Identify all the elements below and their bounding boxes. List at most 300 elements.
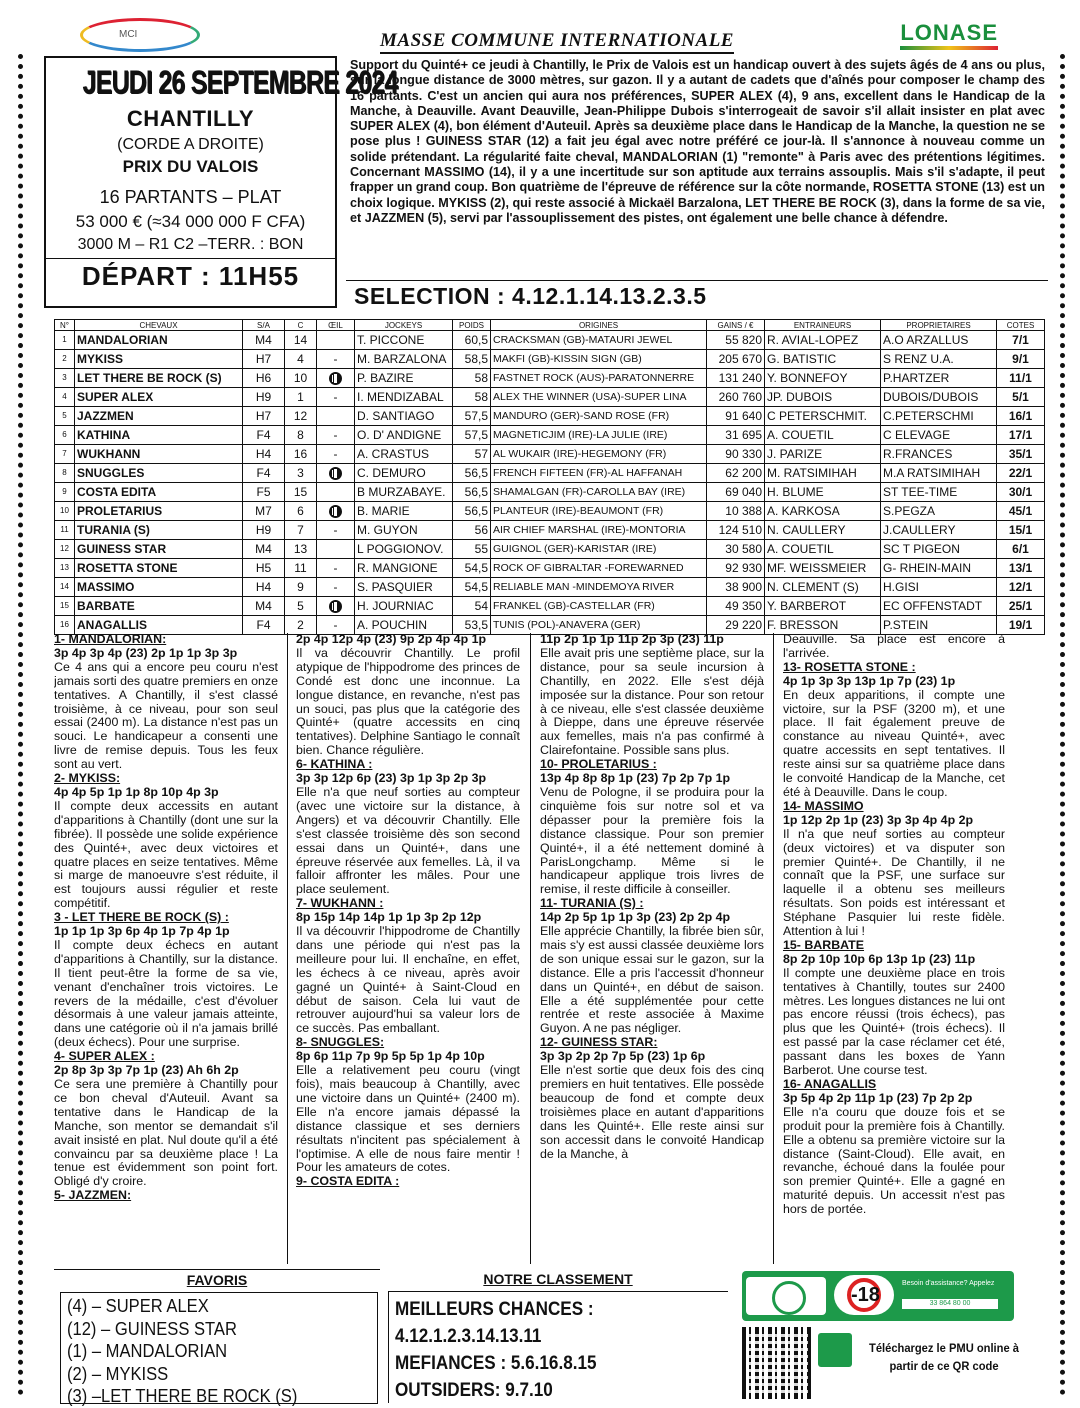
sex-age: H6: [243, 369, 285, 388]
assistance-text: Besoin d'assistance? Appelez: [902, 1280, 995, 1287]
column-header: ORIGINES: [491, 320, 707, 331]
table-row: [55, 559, 1045, 578]
poids: 56,5: [453, 483, 491, 502]
table-row: [55, 369, 1045, 388]
horse-name: TURANIA (S): [75, 521, 243, 540]
right-dotted-border: [1060, 54, 1070, 1396]
corde: 15: [285, 483, 317, 502]
favori-item: (1) – MANDALORIAN: [67, 1341, 228, 1361]
gains: 260 760: [707, 388, 765, 407]
table-row: [55, 464, 1045, 483]
poids: 54,5: [453, 559, 491, 578]
origins: FASTNET ROCK (AUS)-PARATONNERRE: [491, 369, 707, 388]
race-depart: DÉPART : 11H55: [46, 258, 335, 292]
favori-item: (4) – SUPER ALEX: [67, 1296, 209, 1316]
horse-comment-text: Il compte deux accessits en autant d'apparitions à Chantilly (dont une sur la fibrée). Il possède une solide expérience des Quinté+, avec deux victoires et quatre places en seize tentatives. Même si marge de manoeuvre s'est réduite, il est toujours aussi régulier et reste compétitif.: [54, 798, 278, 911]
horse-comment-text: Il compte une deuxième place en trois tentatives à Chantilly, toutes sur 2400 mètres. Les longues distances ne lui ont pas encore réussi (trois échecs), pas plus que les Quinté+ (trois échecs). Il est passé par la case réclamer cet été, passant dans les boxes de Yann Barberot. Une course test.: [783, 965, 1005, 1078]
sex-age: M4: [243, 540, 285, 559]
column-header: C: [285, 320, 317, 331]
horse-comment-text: Elle apprécie Chantilly, la fibrée bien sûr, mais s'y est aussi classée deuxième lors de son unique essai sur le gazon, sur la distance. Elle a pris l'accessit d'honneur dans un Quinté+, en début de saison. Elle a été supplémentée pour cette rentrée et reste associée à Maxime Guyon. A ne pas négliger.: [540, 924, 764, 1036]
gains: 49 350: [707, 597, 765, 616]
horse-comment-text: Il n'a que neuf sorties au compteur (deux victoires) et va disputer son premier Quinté+. De Chantilly, il ne connaît que la PSF, une surface sur laquelle il a obtenu ses meilleurs résultats. Son poids est intéressant et Stéphane Pasquier lui reste fidèle. Attention à lui !: [783, 826, 1005, 939]
row-number: 10: [55, 502, 75, 521]
table-row: [55, 483, 1045, 502]
cote: 9/1: [997, 350, 1045, 369]
cote: 22/1: [997, 464, 1045, 483]
horse-name: LET THERE BE ROCK (S): [75, 369, 243, 388]
race-venue: CHANTILLY: [126, 106, 255, 131]
horse-comment-heading: 16- ANAGALLIS: [783, 1077, 877, 1091]
favori-item: (3) –LET THERE BE ROCK (S): [67, 1386, 298, 1406]
row-number: 2: [55, 350, 75, 369]
race-details: 3000 M – R1 C2 –TERR. : BON: [77, 236, 304, 253]
horse-name: BARBATE: [75, 597, 243, 616]
cote: 25/1: [997, 597, 1045, 616]
cote: 45/1: [997, 502, 1045, 521]
poids: 54,5: [453, 578, 491, 597]
mci-logo: [80, 18, 200, 52]
horse-form-line: 3p 4p 3p 4p (23) 2p 1p 1p 3p 3p: [54, 645, 238, 660]
origins: MAGNETICJIM (IRE)-LA JULIE (IRE): [491, 426, 707, 445]
age-badge-text: -18: [847, 1278, 881, 1312]
page: [10, 10, 1070, 1406]
row-number: 8: [55, 464, 75, 483]
favori-item: (2) – MYKISS: [67, 1363, 169, 1384]
comments-column-1: [54, 633, 278, 1264]
horse-comment-heading: 12- GUINESS STAR:: [540, 1035, 658, 1050]
poids: 58,5: [453, 350, 491, 369]
owner: P.STEIN: [881, 616, 997, 635]
oeil: [317, 407, 355, 426]
row-number: 12: [55, 540, 75, 559]
column-header: POIDS: [453, 320, 491, 331]
owner: P.HARTZER: [881, 369, 997, 388]
jockey: I. MENDIZABAL: [355, 388, 453, 407]
oeil: [317, 464, 355, 483]
gains: 31 695: [707, 426, 765, 445]
corde: 14: [285, 331, 317, 350]
corde: 4: [285, 350, 317, 369]
origins: FRENCH FIFTEEN (FR)-AL HAFFANAH: [491, 464, 707, 483]
oeil: [317, 597, 355, 616]
horse-form-line: 13p 4p 8p 8p 1p (23) 7p 2p 7p 1p: [540, 771, 731, 786]
origins: SHAMALGAN (FR)-CAROLLA BAY (IRE): [491, 483, 707, 502]
horse-form-line: 11p 2p 1p 1p 11p 2p 3p (23) 11p: [540, 633, 724, 646]
column-header: GAINS / €: [707, 320, 765, 331]
corde: 1: [285, 388, 317, 407]
oeil: -: [317, 521, 355, 540]
jockey: C. DEMURO: [355, 464, 453, 483]
classement-line: OUTSIDERS: 9.7.10: [395, 1380, 553, 1401]
horse-name: MASSIMO: [75, 578, 243, 597]
table-row: [55, 502, 1045, 521]
owner: H.GISI: [881, 578, 997, 597]
corde: 12: [285, 407, 317, 426]
comments-column-2: [296, 633, 520, 1264]
column-header: CHEVAUX: [75, 320, 243, 331]
cote: 13/1: [997, 559, 1045, 578]
classement-lines: [388, 1291, 728, 1403]
qr-download-text: Téléchargez le PMU online à partir de ce QR code: [869, 1341, 1019, 1373]
table-row: [55, 426, 1045, 445]
table-body: [55, 331, 1045, 635]
sex-age: F4: [243, 464, 285, 483]
horse-comment-text: Il compte deux échecs en autant d'apparitions à Chantilly, sur la distance. Il tient peut-être la forme de sa vie, venant d'enchaîner trois victoires. Le revers de la médaille, c'est d'évoluer désormais à une valeur jamais atteinte, dans une catégorie où il n'a jamais brillé (deux échecs). Pour une surprise.: [54, 937, 278, 1050]
sex-age: F4: [243, 616, 285, 635]
table-row: [55, 445, 1045, 464]
origins: MAKFI (GB)-KISSIN SIGN (GB): [491, 350, 707, 369]
corde: 9: [285, 578, 317, 597]
corde: 16: [285, 445, 317, 464]
trainer: H. BLUME: [765, 483, 881, 502]
sex-age: M4: [243, 331, 285, 350]
sex-age: H4: [243, 578, 285, 597]
horse-comment-heading: 9- COSTA EDITA :: [296, 1174, 400, 1189]
owner: R.FRANCES: [881, 445, 997, 464]
horse-comment-heading: 6- KATHINA :: [296, 757, 373, 772]
jockey: P. BAZIRE: [355, 369, 453, 388]
origins: TUNIS (POL)-ANAVERA (GER): [491, 616, 707, 635]
horse-form-line: 3p 3p 2p 2p 7p 5p (23) 1p 6p: [540, 1049, 706, 1064]
gains: 30 580: [707, 540, 765, 559]
header: [40, 16, 1048, 56]
origins: PLANTEUR (IRE)-BEAUMONT (FR): [491, 502, 707, 521]
corde: 7: [285, 521, 317, 540]
oeil: -: [317, 426, 355, 445]
age-restriction-badge: [834, 1275, 894, 1315]
origins: MANDURO (GER)-SAND ROSE (FR): [491, 407, 707, 426]
cote: 7/1: [997, 331, 1045, 350]
origins: RELIABLE MAN -MINDEMOYA RIVER: [491, 578, 707, 597]
jockey: O. D' ANDIGNE: [355, 426, 453, 445]
horse-form-line: 4p 4p 5p 1p 1p 8p 10p 4p 3p: [54, 784, 219, 799]
sex-age: H7: [243, 407, 285, 426]
owner: S RENZ U.A.: [881, 350, 997, 369]
trainer: N. CAULLERY: [765, 521, 881, 540]
horse-name: SNUGGLES: [75, 464, 243, 483]
horse-comment-heading: 1- MANDALORIAN:: [54, 633, 167, 646]
horse-name: JAZZMEN: [75, 407, 243, 426]
poids: 58: [453, 388, 491, 407]
horse-form-line: 3p 3p 12p 6p (23) 3p 1p 3p 2p 3p: [296, 771, 487, 786]
gains: 29 220: [707, 616, 765, 635]
jockey: L POGGIONOV.: [355, 540, 453, 559]
corde: 3: [285, 464, 317, 483]
row-number: 1: [55, 331, 75, 350]
partants-table: [54, 319, 1045, 635]
comments-section: [54, 633, 1044, 1264]
owner: M.A RATSIMIHAH: [881, 464, 997, 483]
lonase-badge-icon: [746, 1277, 826, 1315]
horse-comment-heading: 10- PROLETARIUS :: [540, 757, 657, 772]
poids: 53,5: [453, 616, 491, 635]
horse-comment-heading: 15- BARBATE: [783, 937, 865, 952]
horse-comment-text: Ce sera une première à Chantilly pour ce bon cheval d'Auteuil. Avant sa tentative dans le Handicap de la Manche, son mentor se demandait s'il avait insisté en plat. Nul doute qu'il a été convaincu par sa deuxième place ! La tenue est évidemment son point fort. Obligé d'y croire.: [54, 1077, 278, 1189]
corde: 8: [285, 426, 317, 445]
lonase-logo: [900, 20, 998, 46]
jockey: H. JOURNIAC: [355, 597, 453, 616]
row-number: 16: [55, 616, 75, 635]
row-number: 6: [55, 426, 75, 445]
classement-line: MEILLEURS CHANCES :: [395, 1299, 594, 1320]
table-row: [55, 350, 1045, 369]
origins: CRACKSMAN (GB)-MATAURI JEWEL: [491, 331, 707, 350]
oeil: [317, 483, 355, 502]
favoris-list: [60, 1292, 378, 1404]
owner: DUBOIS/DUBOIS: [881, 388, 997, 407]
row-number: 4: [55, 388, 75, 407]
trainer: J. PARIZE: [765, 445, 881, 464]
horse-comment-text: Elle a relativement peu couru (vingt fois), mais beaucoup à Chantilly, avec une victoire dans un Quinté+ (2400 m). Elle n'a encore jamais dépassé la distance classique et ses derniers résultats n'incitent pas spécialement à l'optimise. A elle de nous faire mentir ! Pour les amateurs de cotes.: [296, 1063, 520, 1175]
sex-age: M4: [243, 597, 285, 616]
classement-line: 4.12.1.2.3.14.13.11: [395, 1326, 542, 1347]
column-header: PROPRIETAIRES: [881, 320, 997, 331]
horse-comment-heading: 2- MYKISS:: [54, 771, 121, 786]
mci-logo-text: MCI: [119, 29, 138, 40]
trainer: F. BRESSON: [765, 616, 881, 635]
owner: C.PETERSCHMI: [881, 407, 997, 426]
qr-code-icon[interactable]: [742, 1327, 814, 1399]
race-allocation: 53 000 € (≈34 000 000 F CFA): [75, 212, 306, 231]
sex-age: H4: [243, 445, 285, 464]
cote: 11/1: [997, 369, 1045, 388]
origins: AIR CHIEF MARSHAL (IRE)-MONTORIA: [491, 521, 707, 540]
trainer: A. COUETIL: [765, 426, 881, 445]
race-prix: PRIX DU VALOIS: [122, 157, 259, 176]
oeil: [317, 369, 355, 388]
poids: 56,5: [453, 464, 491, 483]
cote: 12/1: [997, 578, 1045, 597]
poids: 54: [453, 597, 491, 616]
oeil: -: [317, 559, 355, 578]
owner: C ELEVAGE: [881, 426, 997, 445]
gains: 205 670: [707, 350, 765, 369]
row-number: 14: [55, 578, 75, 597]
poids: 60,5: [453, 331, 491, 350]
origins: AL WUKAIR (IRE)-HEGEMONY (FR): [491, 445, 707, 464]
horse-form-line: 2p 4p 12p 4p (23) 9p 2p 4p 4p 1p: [296, 633, 487, 646]
column-header: N°: [55, 320, 75, 331]
classement-box: [388, 1269, 728, 1404]
owner: SC T PIGEON: [881, 540, 997, 559]
cote: 35/1: [997, 445, 1045, 464]
sex-age: H9: [243, 521, 285, 540]
cote: 30/1: [997, 483, 1045, 502]
poids: 55: [453, 540, 491, 559]
horse-comment-text: Deauville. Sa place est encore à l'arrivée.: [783, 633, 1005, 660]
column-header: ENTRAINEURS: [765, 320, 881, 331]
column-divider: [530, 633, 531, 1264]
table-row: [55, 578, 1045, 597]
oeil: [317, 331, 355, 350]
row-number: 13: [55, 559, 75, 578]
responsible-gaming-banner: [742, 1271, 1014, 1321]
horse-comment-heading: 3 - LET THERE BE ROCK (S) :: [54, 910, 229, 925]
poids: 56: [453, 521, 491, 540]
page-title: MASSE COMMUNE INTERNATIONALE: [380, 30, 734, 54]
classement-line: MEFIANCES : 5.6.16.8.15: [395, 1353, 597, 1374]
trainer: N. CLEMENT (S): [765, 578, 881, 597]
bottom-section: [54, 1269, 1044, 1404]
oeil: -: [317, 616, 355, 635]
origins: ALEX THE WINNER (USA)-SUPER LINA: [491, 388, 707, 407]
table-row: [55, 616, 1045, 635]
horse-comment-text: Elle n'a couru que douze fois et se produit pour la première fois à Chantilly. Elle a obtenu sa première victoire sur la distance (Saint-Cloud). Elle avait, en revanche, échoué dans la foulée pour son premier Quinté+. Elle a gagné en maturité depuis. Un accessit n'est pas hors de portée.: [783, 1104, 1005, 1217]
column-header: JOCKEYS: [355, 320, 453, 331]
horse-form-line: 14p 2p 5p 1p 1p 3p (23) 2p 2p 4p: [540, 910, 731, 925]
horse-comment-text: Elle n'a que neuf sorties au compteur (avec une victoire sur la distance, à Angers) et va découvrir Chantilly. Elle s'est classée troisième dès son second essai dans un Quinté+, dans une épreuve réservée aux femelles. Là, il va falloir affronter les mâles. Pour une place seulement.: [296, 784, 520, 897]
oeil: -: [317, 350, 355, 369]
selection: SELECTION : 4.12.1.14.13.2.3.5: [346, 280, 1048, 310]
gains: 124 510: [707, 521, 765, 540]
horse-name: MANDALORIAN: [75, 331, 243, 350]
race-partants: 16 PARTANTS – PLAT: [99, 187, 282, 207]
cote: 6/1: [997, 540, 1045, 559]
horse-comment-heading: 11- TURANIA (S) :: [540, 896, 644, 911]
horse-name: ROSETTA STONE: [75, 559, 243, 578]
favori-item: (12) – GUINESS STAR: [67, 1318, 237, 1339]
horse-name: COSTA EDITA: [75, 483, 243, 502]
blinkers-icon: [329, 467, 342, 480]
column-header: ŒIL: [317, 320, 355, 331]
horse-form-line: 8p 15p 14p 14p 1p 1p 3p 2p 12p: [296, 910, 482, 925]
owner: G- RHEIN-MAIN: [881, 559, 997, 578]
origins: FRANKEL (GB)-CASTELLAR (FR): [491, 597, 707, 616]
horse-comment-heading: 5- JAZZMEN:: [54, 1188, 132, 1203]
table-row: [55, 521, 1045, 540]
comments-column-4: [783, 633, 1005, 1264]
jockey: D. SANTIAGO: [355, 407, 453, 426]
corde: 2: [285, 616, 317, 635]
jockey: M. BARZALONA: [355, 350, 453, 369]
gains: 91 640: [707, 407, 765, 426]
cote: 15/1: [997, 521, 1045, 540]
cote: 17/1: [997, 426, 1045, 445]
owner: J.CAULLERY: [881, 521, 997, 540]
row-number: 9: [55, 483, 75, 502]
horse-comment-text: Il va découvrir l'hippodrome de Chantilly dans une période qui n'est pas la meilleure pour lui. Il enchaîne, en effet, les échecs à ce niveau, après avoir gagné un Quinté+ à Saint-Cloud en début de saison. Cela lui vaut de retrouver aujourd'hui sa valeur lors de ce succès. Pas emballant.: [296, 924, 520, 1036]
comments-column-3: [540, 633, 764, 1264]
oeil: [317, 502, 355, 521]
sex-age: H5: [243, 559, 285, 578]
owner: EC OFFENSTADT: [881, 597, 997, 616]
lonase-small-logo-icon: [818, 1333, 852, 1367]
horse-name: PROLETARIUS: [75, 502, 243, 521]
race-date: JEUDI 26 SEPTEMBRE 2024: [82, 64, 398, 100]
support-text: Support du Quinté+ ce jeudi à Chantilly, le Prix de Valois est un handicap ouvert à des sujets âgés de 4 ans ou plus, sur la longue distance de 3000 mètres, sur gazon. Il y a autant de cadets que d'aînés pour composer le champ des 16 partants. C'est un ancien qui aura nos préférences, SUPER ALEX (4), 9 ans, excellent dans le Handicap de la Manche, à Deauville. Avant Deauville, Jean-Philippe Dubois s'interrogeait de savoir s'il allait insister en plat avec SUPER ALEX (4), bon élément d'Auteuil. Après sa deuxième place dans le Handicap de la Manche, la question ne se pose plus ! GUINESS STAR (12) a fait jeu égal avec notre préféré ce jour-là. Il s'annonce à nouveau comme un solide prétendant. La régularité faite cheval, MANDALORIAN (1) "remonte" à Paris avec des prétentions légitimes. Concernant MASSIMO (14), il y a une incertitude sur son aptitude aux terrains assouplis. Mais s'il s'adapte, il peut frapper un grand coup. Bon quatrième de l'épreuve de référence sur la côte normande, ROSETTA STONE (13) est un choix logique. MYKISS (2), qui reste associé à Mickaël Barzalona, LET THERE BE ROCK (3), dans la forme de sa vie, et JAZZMEN (5), servi par l'assouplissement des pistes, ont également une belle chance à défendre.: [350, 58, 1045, 225]
blinkers-icon: [329, 505, 342, 518]
trainer: R. AVIAL-LOPEZ: [765, 331, 881, 350]
corde: 10: [285, 369, 317, 388]
row-number: 11: [55, 521, 75, 540]
horse-form-line: 2p 8p 3p 3p 7p 1p (23) Ah 6h 2p: [54, 1063, 239, 1078]
table-header-row: [55, 320, 1045, 331]
cote: 19/1: [997, 616, 1045, 635]
jockey: B MURZABAYE.: [355, 483, 453, 502]
oeil: -: [317, 445, 355, 464]
horse-comment-text: Il va découvrir Chantilly. Le profil atypique de l'hippodrome des princes de Condé est donc une inconnue. La longue distance, en revanche, n'est pas un souci, pas plus que la catégorie des Quinté+ (quatre accessits en cinq tentatives). Delphine Santiago le connaît bien. Chance régulière.: [296, 645, 520, 758]
poids: 57,5: [453, 407, 491, 426]
horse-comment-text: En deux apparitions, il compte une victoire, sur la PSF (3200 m), et une place. Il fait également preuve de constance au niveau Quinté+, avec quatre accessits en sept tentatives. Il reste ainsi sur sa quatrième place dans le convoité Handicap de la Manche, cet été à Deauville. Dans le coup.: [783, 687, 1005, 799]
sex-age: H9: [243, 388, 285, 407]
assistance-phone: 33 864 80 00: [902, 1299, 998, 1309]
horse-name: KATHINA: [75, 426, 243, 445]
row-number: 15: [55, 597, 75, 616]
owner: S.PEGZA: [881, 502, 997, 521]
sex-age: F4: [243, 426, 285, 445]
horse-name: WUKHANN: [75, 445, 243, 464]
horse-name: MYKISS: [75, 350, 243, 369]
poids: 56,5: [453, 502, 491, 521]
trainer: A. KARKOSA: [765, 502, 881, 521]
horse-comment-text: Venu de Pologne, il se produira pour la cinquième fois sur notre sol et va dépasser pour la première fois la distance classique. Pour son premier Quinté+, il a été nettement dominé à ParisLongchamp. Même si le handicapeur applique trois livres de remise, il reste difficile à conseiller.: [540, 784, 764, 897]
cote: 5/1: [997, 388, 1045, 407]
table-row: [55, 407, 1045, 426]
lonase-logo-text: LONASE: [900, 20, 998, 45]
horse-form-line: 4p 1p 3p 3p 13p 1p 7p (23) 1p: [783, 673, 956, 688]
sex-age: M7: [243, 502, 285, 521]
trainer: A. COUETIL: [765, 540, 881, 559]
origins: GUIGNOL (GER)-KARISTAR (IRE): [491, 540, 707, 559]
corde: 13: [285, 540, 317, 559]
gains: 131 240: [707, 369, 765, 388]
table-row: [55, 597, 1045, 616]
trainer: MF. WEISSMEIER: [765, 559, 881, 578]
horse-comment-heading: 14- MASSIMO: [783, 798, 864, 813]
horse-name: SUPER ALEX: [75, 388, 243, 407]
trainer: M. RATSIMIHAH: [765, 464, 881, 483]
jockey: R. MANGIONE: [355, 559, 453, 578]
sex-age: H7: [243, 350, 285, 369]
oeil: [317, 540, 355, 559]
corde: 11: [285, 559, 317, 578]
horse-name: ANAGALLIS: [75, 616, 243, 635]
gains: 69 040: [707, 483, 765, 502]
cote: 16/1: [997, 407, 1045, 426]
owner: A.O ARZALLUS: [881, 331, 997, 350]
owner: ST TEE-TIME: [881, 483, 997, 502]
horse-form-line: 8p 2p 10p 10p 6p 13p 1p (23) 11p: [783, 951, 976, 966]
gains: 55 820: [707, 331, 765, 350]
jockey: M. GUYON: [355, 521, 453, 540]
blinkers-icon: [329, 600, 342, 613]
gains: 92 930: [707, 559, 765, 578]
gains: 38 900: [707, 578, 765, 597]
oeil: -: [317, 388, 355, 407]
row-number: 7: [55, 445, 75, 464]
trainer: C PETERSCHMIT.: [765, 407, 881, 426]
jockey: A. POUCHIN: [355, 616, 453, 635]
origins: ROCK OF GIBRALTAR -FOREWARNED: [491, 559, 707, 578]
row-number: 5: [55, 407, 75, 426]
horse-comment-text: Elle n'est sortie que deux fois des cinq premiers en huit tentatives. Elle possède beaucoup de fond et compte deux troisièmes place en autant d'apparitions dans les Quinté+. Elle reste ainsi sur son accessit dans le convoité Handicap de la Manche, à: [540, 1063, 764, 1161]
trainer: JP. DUBOIS: [765, 388, 881, 407]
favoris-box: [54, 1269, 380, 1404]
race-corde: (CORDE A DROITE): [117, 136, 264, 153]
column-divider: [773, 633, 774, 1264]
jockey: S. PASQUIER: [355, 578, 453, 597]
gains: 90 330: [707, 445, 765, 464]
poids: 57: [453, 445, 491, 464]
horse-comment-heading: 13- ROSETTA STONE :: [783, 659, 916, 674]
column-divider: [287, 633, 288, 1264]
horse-form-line: 3p 5p 4p 2p 11p 1p (23) 7p 2p 2p: [783, 1090, 973, 1105]
gains: 10 388: [707, 502, 765, 521]
trainer: Y. BARBEROT: [765, 597, 881, 616]
horse-name: GUINESS STAR: [75, 540, 243, 559]
horse-comment-text: Elle avait pris une septième place, sur la distance, pour sa seule incursion à Chantilly, en 2022. Elle s'est déjà imposée sur la distance. Pour son retour à ce niveau, elle s'est classée deuxième à Dieppe, dans une épreuve réservée aux femelles, mais n'a pas confirmé à Clairefontaine. Possible sans plus.: [540, 645, 764, 758]
column-header: S/A: [243, 320, 285, 331]
